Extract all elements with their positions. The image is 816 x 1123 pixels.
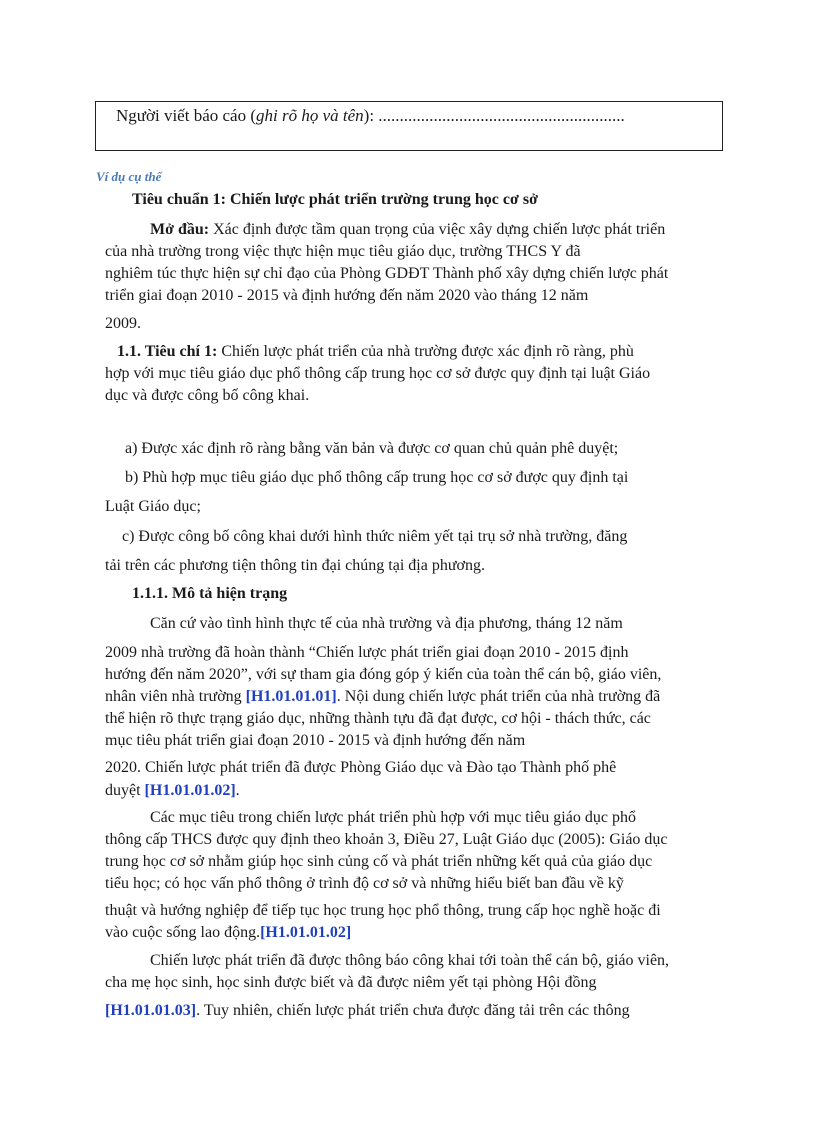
example-heading: Ví dụ cụ thể xyxy=(96,169,162,184)
reporter-label: Người viết báo cáo ( xyxy=(116,106,256,125)
para1-line-7: 2020. Chiến lược phát triển đã được Phòng Giáo dục và Đào tạo Thành phố phê xyxy=(105,759,617,776)
para1-line-1: Căn cứ vào tình hình thực tế của nhà trường và địa phương, tháng 12 năm xyxy=(150,615,623,632)
reporter-italic-note: ghi rõ họ và tên xyxy=(256,106,364,125)
evidence-ref: [H1.01.01.03] xyxy=(105,1002,197,1019)
evidence-ref: [H1.01.01.02] xyxy=(144,782,236,799)
intro-label: Mở đầu: xyxy=(150,221,210,238)
para1-line-4: nhân viên nhà trường [H1.01.01.01]. Nội dung chiến lược phát triển của nhà trường đã xyxy=(105,688,661,705)
para2-line-6: vào cuộc sống lao động.[H1.01.01.02] xyxy=(105,924,352,941)
intro-line-1: Mở đầu: Xác định được tầm quan trọng của việc xây dựng chiến lược phát triển xyxy=(150,221,666,238)
reporter-line xyxy=(116,106,625,126)
criterion-line-1: 1.1. Tiêu chí 1: Chiến lược phát triển của nhà trường được xác định rõ ràng, phù xyxy=(117,343,634,360)
subheading-current-status: 1.1.1. Mô tả hiện trạng xyxy=(132,585,288,602)
intro-line-2: của nhà trường trong việc thực hiện mục tiêu giáo dục, trường THCS Y đã xyxy=(105,243,581,260)
evidence-ref: [H1.01.01.02] xyxy=(260,924,352,941)
intro-line-3: nghiêm túc thực hiện sự chỉ đạo của Phòng GDĐT Thành phố xây dựng chiến lược phát xyxy=(105,265,669,282)
para2-line-3: trung học cơ sở nhằm giúp học sinh củng cố và phát triển những kết quả của giáo dục xyxy=(105,853,653,870)
para2-line-1: Các mục tiêu trong chiến lược phát triển phù hợp với mục tiêu giáo dục phổ xyxy=(150,809,636,826)
para1-line-3: hướng đến năm 2020”, với sự tham gia đóng góp ý kiến của toàn thể cán bộ, giáo viên, xyxy=(105,666,662,683)
para2-line-4: tiểu học; có học vấn phổ thông ở trình độ cơ sở và những hiểu biết ban đầu về kỹ xyxy=(105,875,624,892)
para1-line-5: thể hiện rõ thực trạng giáo dục, những thành tựu đã đạt được, cơ hội - thách thức, các xyxy=(105,710,651,727)
para1-line-6: mục tiêu phát triển giai đoạn 2010 - 2015 và định hướng đến năm xyxy=(105,732,526,749)
item-c-line-2: tải trên các phương tiện thông tin đại chúng tại địa phương. xyxy=(105,557,485,574)
para2-line-2: thông cấp THCS được quy định theo khoản 3, Điều 27, Luật Giáo dục (2005): Giáo dục xyxy=(105,831,668,848)
intro-line-4: triển giai đoạn 2010 - 2015 và định hướng đến năm 2020 vào tháng 12 năm xyxy=(105,287,589,304)
item-b-line-2: Luật Giáo dục; xyxy=(105,498,201,515)
para3-line-2: cha mẹ học sinh, học sinh được biết và đã được niêm yết tại phòng Hội đồng xyxy=(105,974,597,991)
reporter-dots: ): .......................................................... xyxy=(363,106,625,125)
criterion-label: 1.1. Tiêu chí 1: xyxy=(117,343,218,360)
item-a: a) Được xác định rõ ràng bằng văn bản và được cơ quan chủ quản phê duyệt; xyxy=(125,440,619,457)
item-c-line-1: c) Được công bố công khai dưới hình thức niêm yết tại trụ sở nhà trường, đăng xyxy=(122,528,628,545)
para2-line-5: thuật và hướng nghiệp để tiếp tục học trung học phổ thông, trung cấp học nghề hoặc đi xyxy=(105,902,661,919)
para1-line-8: duyệt [H1.01.01.02]. xyxy=(105,782,240,799)
reporter-box xyxy=(95,101,723,151)
para3-line-3: [H1.01.01.03]. Tuy nhiên, chiến lược phát triển chưa được đăng tải trên các thông xyxy=(105,1002,630,1019)
para3-line-1: Chiến lược phát triển đã được thông báo công khai tới toàn thể cán bộ, giáo viên, xyxy=(150,952,670,969)
para1-line-2: 2009 nhà trường đã hoàn thành “Chiến lược phát triển giai đoạn 2010 - 2015 định xyxy=(105,644,629,661)
criterion-line-3: dục và được công bố công khai. xyxy=(105,387,310,404)
item-b-line-1: b) Phù hợp mục tiêu giáo dục phổ thông cấp trung học cơ sở được quy định tại xyxy=(125,469,629,486)
evidence-ref: [H1.01.01.01] xyxy=(245,688,337,705)
intro-line-5: 2009. xyxy=(105,315,141,332)
criterion-line-2: hợp với mục tiêu giáo dục phổ thông cấp trung học cơ sở được quy định tại luật Giáo xyxy=(105,365,651,382)
standard-title: Tiêu chuẩn 1: Chiến lược phát triển trường trung học cơ sở xyxy=(132,191,538,208)
